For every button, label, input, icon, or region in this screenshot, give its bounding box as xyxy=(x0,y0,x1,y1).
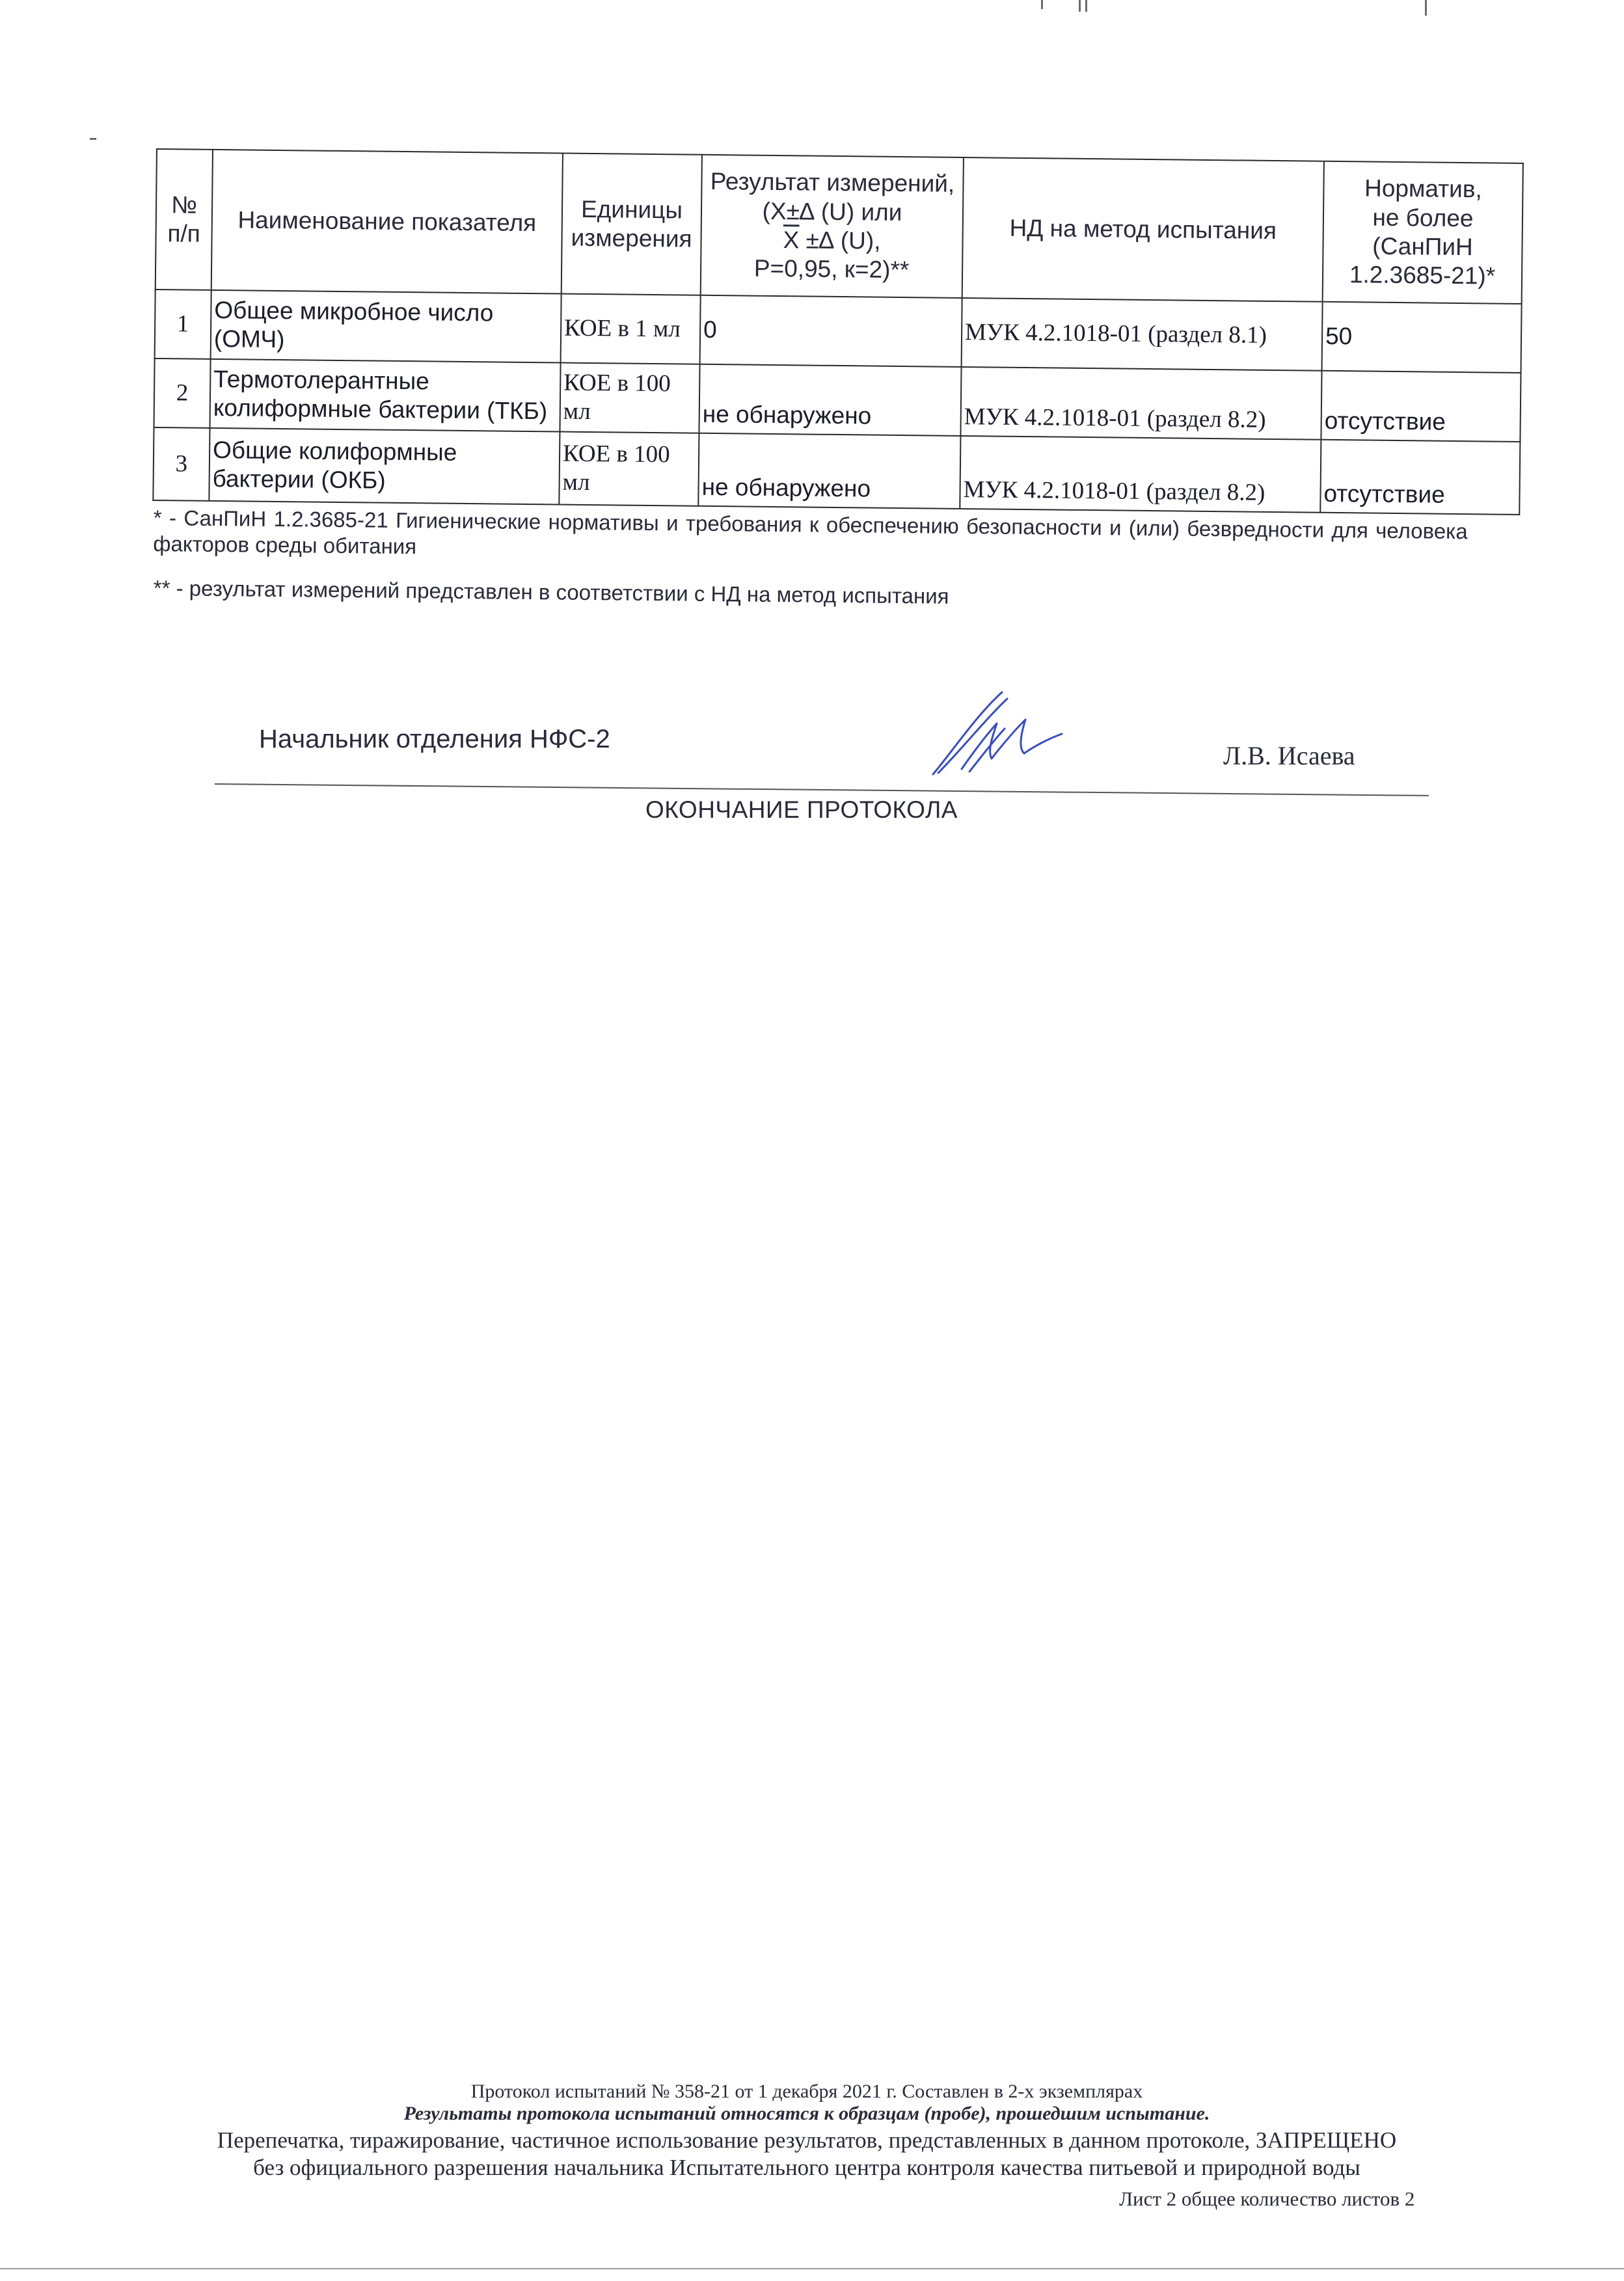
header-result-line: P=0,95, к=2)** xyxy=(753,255,910,284)
header-unit-line: Единицы xyxy=(580,195,683,224)
scan-mark xyxy=(1425,0,1427,16)
cell-num: 1 xyxy=(155,290,211,359)
cell-method: МУК 4.2.1018-01 (раздел 8.2) xyxy=(960,436,1321,513)
cell-unit-line: КОЕ в 100 xyxy=(563,369,671,397)
cell-name xyxy=(211,290,562,363)
header-norm-line: 1.2.3685-21)* xyxy=(1349,261,1496,290)
cell-result: не обнаружено xyxy=(698,433,960,509)
header-name: Наименование показателя xyxy=(211,150,563,294)
cell-name-line: Общее микробное число xyxy=(214,296,494,327)
header-result-line: ±∆ (U), xyxy=(799,226,881,254)
header-num xyxy=(156,149,213,290)
header-num-line: п/п xyxy=(167,220,201,247)
footer-permission-note: без официального разрешения начальника Испытательного центра контроля качества питьевой и природной воды xyxy=(253,2155,1360,2180)
cell-name xyxy=(209,428,560,505)
header-norm xyxy=(1323,161,1523,304)
footnote-sanpin: * - СанПиН 1.2.3685-21 Гигиенические нормативы и требования к обеспечению безопасности и (или) безвредности для человека факторов среды обитания xyxy=(153,505,1468,559)
divider xyxy=(215,783,1429,796)
header-method: НД на метод испытания xyxy=(962,157,1324,302)
cell-unit: КОЕ в 1 мл xyxy=(561,294,701,364)
scan-mark xyxy=(1079,0,1081,12)
signatory-position: Начальник отделения НФС-2 xyxy=(259,725,610,753)
table-row xyxy=(153,427,1520,515)
cell-num: 3 xyxy=(153,427,210,501)
scan-mark xyxy=(0,2268,1624,2269)
cell-norm: отсутствие xyxy=(1320,440,1520,515)
table-header-row xyxy=(156,149,1523,304)
cell-num: 2 xyxy=(154,358,211,428)
cell-norm: отсутствие xyxy=(1321,371,1521,442)
cell-unit-line: мл xyxy=(563,398,591,425)
results-table xyxy=(152,148,1524,515)
cell-unit-line: мл xyxy=(562,468,590,496)
header-result xyxy=(701,155,964,298)
footer-reprint-warning: Перепечатка, тиражирование, частичное использование результатов, представленных в данном протоколе, ЗАПРЕЩЕНО xyxy=(217,2127,1397,2153)
footnote-result-method: ** - результат измерений представлен в соответствии с НД на метод испытания xyxy=(153,575,949,608)
signatory-name: Л.В. Исаева xyxy=(1223,741,1355,770)
cell-result: 0 xyxy=(700,295,962,367)
scan-mark xyxy=(1085,0,1087,12)
header-unit-line: измерения xyxy=(571,224,692,252)
end-of-protocol-title: ОКОНЧАНИЕ ПРОТОКОЛА xyxy=(645,796,958,823)
cell-name xyxy=(210,359,561,432)
cell-name-line: бактерии (ОКБ) xyxy=(212,465,386,494)
scan-mark xyxy=(90,138,96,140)
footer-results-note: Результаты протокола испытаний относятся к образцам (пробе), прошедшим испытание. xyxy=(403,2103,1210,2124)
cell-unit-line: КОЕ в 100 xyxy=(562,440,670,468)
header-norm-line: (СанПиН xyxy=(1372,232,1473,261)
cell-name-line: Общие колиформные xyxy=(212,436,457,466)
header-result-line: (Х±∆ (U) или xyxy=(762,197,902,226)
cell-name-line: Термотолерантные xyxy=(213,365,429,395)
header-result-line: Результат измерений, xyxy=(710,168,955,198)
cell-norm: 50 xyxy=(1322,302,1522,373)
handwritten-signature-icon xyxy=(924,683,1067,781)
cell-unit xyxy=(560,363,699,433)
header-norm-line: Норматив, xyxy=(1364,174,1482,203)
cell-method: МУК 4.2.1018-01 (раздел 8.1) xyxy=(962,298,1323,371)
header-result-mean-symbol: $\overline{X}$ xyxy=(783,226,800,254)
scan-mark xyxy=(1041,0,1043,9)
header-num-line: № xyxy=(171,191,198,219)
header-unit xyxy=(562,154,702,295)
footer-protocol-info: Протокол испытаний № 358-21 от 1 декабря 2021 г. Составлен в 2-х экземплярах xyxy=(470,2081,1143,2102)
footer-sheet-number: Лист 2 общее количество листов 2 xyxy=(1119,2187,1415,2210)
cell-method: МУК 4.2.1018-01 (раздел 8.2) xyxy=(960,367,1321,440)
cell-name-line: (ОМЧ) xyxy=(213,325,285,353)
header-norm-line: не более xyxy=(1372,204,1474,232)
cell-result: не обнаружено xyxy=(699,364,961,436)
cell-unit xyxy=(559,432,699,506)
cell-name-line: колиформные бактерии (ТКБ) xyxy=(213,394,548,425)
